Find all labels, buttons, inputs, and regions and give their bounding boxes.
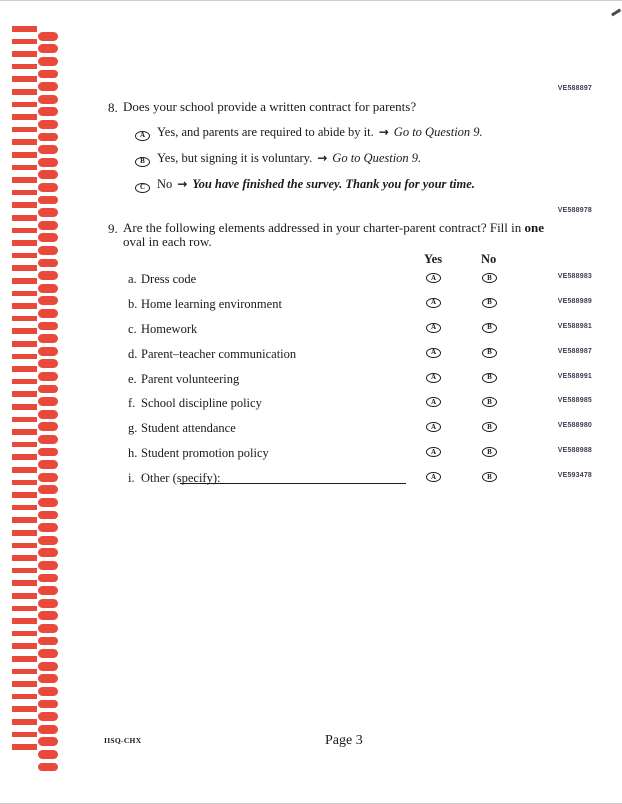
oval-letter: A (430, 348, 437, 357)
timing-pill (38, 120, 58, 129)
row-letter: a. (128, 272, 137, 286)
option-goto-text: Go to Question 9. (332, 151, 422, 165)
oval-letter: A (430, 397, 437, 406)
timing-bar (12, 568, 37, 574)
timing-bar (12, 593, 37, 599)
oval-letter: B (487, 447, 492, 456)
timing-bar (12, 89, 37, 95)
oval-letter: B (487, 323, 492, 332)
arrow-icon: → (378, 125, 389, 139)
timing-bar (12, 114, 37, 120)
q9-row (0, 471, 622, 496)
option-letter: A (139, 131, 146, 139)
timing-bar (12, 177, 37, 183)
timing-bar (12, 228, 37, 234)
row-label: Dress code (141, 272, 197, 286)
answer-oval-no[interactable] (482, 422, 497, 432)
field-code: VE588987 (557, 347, 592, 355)
timing-pill (38, 498, 58, 507)
row-label: Parent volunteering (141, 371, 240, 386)
oval-letter: A (430, 323, 437, 332)
timing-pill (38, 611, 58, 620)
row-letter: f. (128, 396, 136, 411)
timing-pill (38, 561, 58, 570)
oval-letter: B (487, 422, 492, 431)
answer-oval-yes[interactable] (426, 373, 441, 383)
timing-pill (38, 57, 58, 66)
q8-options (135, 125, 483, 203)
option-oval[interactable] (135, 157, 150, 167)
row-label: School discipline policy (141, 396, 262, 411)
oval-letter: A (430, 298, 437, 307)
field-code: VE593478 (557, 472, 592, 480)
timing-bar (12, 505, 37, 511)
timing-bar (12, 631, 37, 637)
answer-oval-yes[interactable] (426, 397, 441, 407)
timing-bar (12, 606, 37, 612)
option-goto-text: Go to Question 9. (393, 125, 483, 139)
timing-pill (38, 586, 58, 595)
timing-bar (12, 215, 37, 221)
row-letter: g. (128, 421, 138, 436)
timing-pill (38, 170, 58, 179)
timing-bar (12, 265, 37, 271)
timing-pill (38, 712, 58, 721)
answer-oval-yes[interactable] (426, 298, 441, 308)
timing-pill (38, 548, 58, 557)
timing-bar (12, 190, 37, 196)
option-text: Yes, and parents are required to abide by it. (157, 125, 374, 139)
arrow-icon: → (177, 177, 188, 191)
row-letter: c. (128, 321, 137, 336)
timing-bar (12, 580, 37, 586)
field-code: VE588983 (557, 273, 592, 280)
timing-pill (38, 246, 58, 255)
timing-pill (38, 574, 58, 583)
column-header-yes: Yes (424, 252, 443, 266)
oval-letter: B (487, 373, 492, 382)
answer-oval-no[interactable] (482, 298, 497, 308)
timing-bar (12, 127, 37, 133)
q8-option (135, 177, 483, 203)
timing-bar (12, 202, 37, 208)
timing-pill (38, 737, 58, 746)
q9-rows (0, 272, 622, 496)
timing-pill (38, 536, 58, 545)
timing-bar (12, 102, 37, 108)
timing-bar (12, 744, 37, 750)
field-code-q9: VE588978 (557, 207, 592, 214)
q9-row (0, 421, 622, 446)
timing-pill (38, 221, 58, 230)
q9-text (123, 221, 603, 248)
field-code: VE588989 (557, 297, 592, 305)
q9-number: 9. (108, 221, 118, 236)
row-label: Home learning environment (141, 296, 282, 311)
answer-oval-no[interactable] (482, 273, 497, 283)
answer-oval-yes[interactable] (426, 273, 441, 283)
timing-bar (12, 555, 37, 561)
timing-pill (38, 725, 58, 734)
timing-pill (38, 511, 58, 520)
field-code: VE588980 (557, 422, 592, 430)
timing-bar (12, 240, 37, 246)
timing-pill (38, 145, 58, 154)
timing-bar (12, 656, 37, 662)
option-oval[interactable] (135, 131, 150, 141)
timing-bar (12, 706, 37, 712)
q8-option (135, 125, 483, 151)
q9-row (0, 396, 622, 421)
timing-pill (38, 750, 58, 759)
row-letter: e. (128, 371, 137, 386)
timing-bar (12, 543, 37, 549)
timing-pill (38, 208, 58, 217)
q8-text: Does your school provide a written contract for parents? (123, 99, 417, 114)
arrow-icon: → (317, 151, 328, 165)
answer-oval-yes[interactable] (426, 447, 441, 457)
timing-pill (38, 624, 58, 633)
row-label: Homework (141, 321, 198, 336)
timing-pill (38, 662, 58, 671)
timing-pill (38, 599, 58, 608)
oval-letter: A (430, 472, 437, 481)
timing-bar (12, 26, 37, 32)
row-letter: h. (128, 446, 138, 461)
q9-row (0, 322, 622, 347)
answer-oval-no[interactable] (482, 323, 497, 333)
oval-letter: B (487, 348, 492, 357)
option-text: No (157, 177, 173, 191)
row-letter: d. (128, 346, 138, 361)
timing-bar (12, 253, 37, 259)
timing-pill (38, 687, 58, 696)
answer-oval-no[interactable] (482, 447, 497, 457)
q9-text-line1: Are the following elements addressed in your charter-parent contract? Fill in (123, 220, 525, 235)
row-letter: i. (128, 471, 135, 486)
option-text: Yes, but signing it is voluntary. (157, 151, 313, 165)
oval-letter: B (487, 273, 492, 282)
timing-bar (12, 732, 37, 738)
other-specify-blank[interactable] (180, 472, 406, 484)
oval-letter: B (487, 472, 492, 481)
answer-oval-yes[interactable] (426, 472, 441, 482)
oval-letter: A (430, 447, 437, 456)
timing-bar (12, 64, 37, 70)
timing-bar (12, 681, 37, 687)
timing-pill (38, 233, 58, 242)
corner-mark (611, 9, 621, 16)
timing-pill (38, 196, 58, 205)
option-letter: B (140, 157, 145, 165)
timing-pill (38, 700, 58, 709)
timing-pill (38, 523, 58, 532)
timing-bar (12, 165, 37, 171)
field-code: VE588991 (557, 372, 592, 380)
timing-pill (38, 183, 58, 192)
timing-bar (12, 139, 37, 145)
oval-letter: A (430, 422, 437, 431)
answer-oval-no[interactable] (482, 373, 497, 383)
timing-pill (38, 107, 58, 116)
oval-letter: B (487, 298, 492, 307)
field-code: VE588981 (557, 322, 592, 330)
answer-oval-yes[interactable] (426, 348, 441, 358)
row-label: Parent–teacher communication (141, 346, 297, 361)
q9-row (0, 372, 622, 397)
timing-bar (12, 517, 37, 523)
timing-bar (12, 530, 37, 536)
timing-pill (38, 637, 58, 646)
option-oval[interactable] (135, 183, 150, 193)
q9-text-line2: oval in each row. (123, 233, 212, 249)
timing-pill (38, 158, 58, 167)
timing-pill (38, 32, 58, 41)
timing-pill (38, 674, 58, 683)
timing-pill (38, 649, 58, 658)
field-code: VE588988 (557, 447, 592, 455)
field-code-q8: VE588897 (557, 85, 592, 92)
timing-pill (38, 95, 58, 104)
page-number: Page 3 (325, 733, 363, 748)
q9-row (0, 347, 622, 372)
timing-bar (12, 76, 37, 82)
timing-pill (38, 763, 58, 772)
row-label: Student attendance (141, 421, 236, 436)
q8-option (135, 151, 483, 177)
oval-letter: A (430, 373, 437, 382)
timing-bar (12, 39, 37, 45)
option-finish-text: You have finished the survey. Thank you for your time. (192, 177, 475, 191)
timing-pill (38, 133, 58, 142)
timing-bar (12, 51, 37, 57)
timing-bar (12, 618, 37, 624)
answer-oval-no[interactable] (482, 397, 497, 407)
timing-bar (12, 719, 37, 725)
timing-bar (12, 669, 37, 675)
oval-letter: B (487, 397, 492, 406)
column-header-no: No (481, 252, 497, 266)
timing-bar (12, 643, 37, 649)
field-code: VE588985 (557, 397, 592, 405)
answer-oval-yes[interactable] (426, 323, 441, 333)
row-label: Student promotion policy (141, 446, 269, 461)
q9-text-bold: one (524, 220, 545, 235)
answer-oval-no[interactable] (482, 348, 497, 358)
timing-pill (38, 70, 58, 79)
timing-pill (38, 82, 58, 91)
timing-pill (38, 44, 58, 53)
q9-row (0, 446, 622, 471)
timing-bar (12, 694, 37, 700)
oval-letter: A (430, 273, 437, 282)
q8-number: 8. (108, 100, 118, 115)
q9-row (0, 272, 622, 297)
timing-pill (38, 259, 58, 268)
form-code: IISQ-CHX (104, 736, 142, 745)
timing-bar (12, 152, 37, 158)
answer-oval-yes[interactable] (426, 422, 441, 432)
row-letter: b. (128, 296, 138, 311)
option-letter: C (139, 183, 146, 191)
row-label: Other (specify): (141, 471, 221, 486)
q9-row (0, 297, 622, 322)
answer-oval-no[interactable] (482, 472, 497, 482)
